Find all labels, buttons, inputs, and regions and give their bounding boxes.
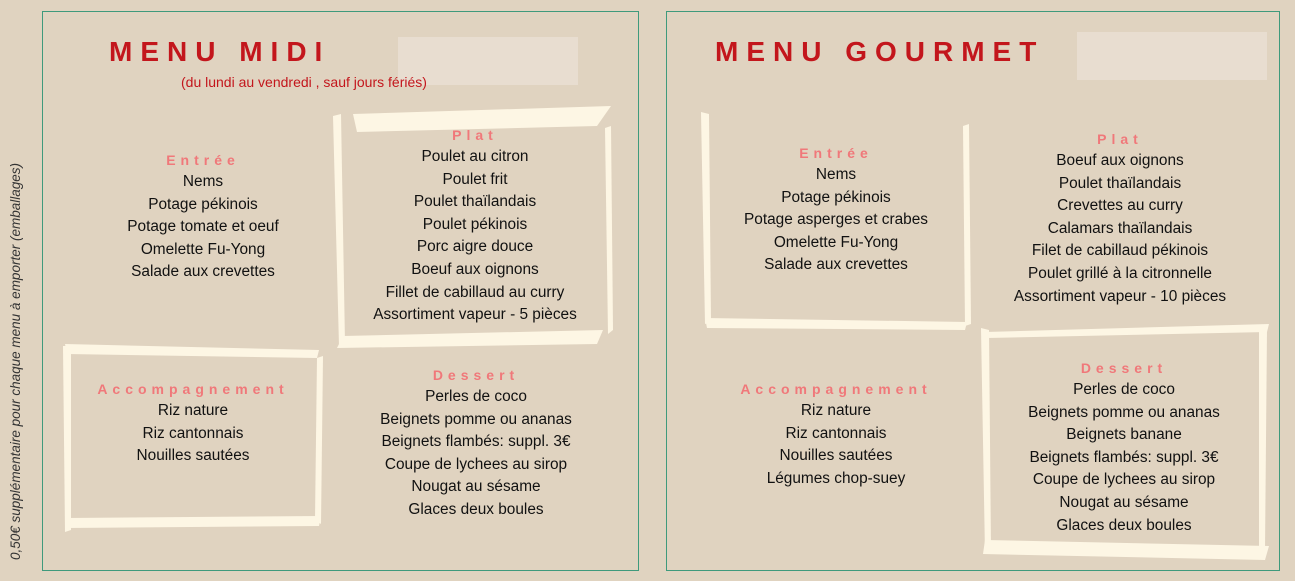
menu-item: Poulet frit: [442, 170, 508, 188]
menu-item: Glaces deux boules: [1056, 516, 1192, 534]
accompagnement-heading: Accompagnement: [97, 381, 289, 397]
entree-section: [73, 127, 333, 307]
menu-item: Riz nature: [157, 402, 229, 419]
menu-item: Salade aux crevettes: [764, 256, 908, 274]
menu-item: Poulet au citron: [421, 148, 529, 165]
menu-item: Beignets flambés: suppl. 3€: [1029, 448, 1219, 466]
menu-item: Riz cantonnais: [142, 424, 244, 442]
menu-item: Potage pékinois: [148, 195, 258, 213]
menu-item: Coupe de lychees au sirop: [384, 455, 568, 473]
menu-item: Beignets pomme ou ananas: [1028, 403, 1220, 421]
plat-section: [335, 108, 615, 348]
dessert-heading: Dessert: [432, 367, 520, 383]
entree-heading: Entrée: [166, 152, 240, 168]
menu-item: Beignets pomme ou ananas: [380, 410, 572, 428]
plat-section: [985, 124, 1255, 324]
menu-item: Calamars thaïlandais: [1047, 219, 1193, 237]
accompagnement-section: [701, 378, 971, 518]
menu-item: Nouilles sautées: [779, 447, 893, 465]
menu-item: Nouilles sautées: [136, 447, 250, 465]
accompagnement-heading: Accompagnement: [740, 381, 932, 397]
menu-item: Perles de coco: [425, 388, 527, 405]
menu-item: Riz nature: [800, 402, 872, 419]
title-highlight: [1077, 32, 1267, 80]
accompagnement-section: [61, 344, 325, 534]
plat-heading: Plat: [1097, 131, 1143, 147]
menu-item: Poulet grillé à la citronnelle: [1028, 264, 1212, 282]
menu-item: Perles de coco: [1073, 381, 1175, 398]
menu-midi-title: MENU MIDI: [109, 36, 331, 67]
menu-gourmet-title: MENU GOURMET: [715, 36, 1045, 67]
menu-item: Légumes chop-suey: [766, 469, 906, 487]
menu-item: Omelette Fu-Yong: [773, 233, 899, 251]
menu-item: Nougat au sésame: [411, 478, 541, 496]
entree-section: [701, 112, 971, 332]
menu-item: Potage asperges et crabes: [744, 211, 928, 229]
menu-item: Boeuf aux oignons: [411, 260, 539, 278]
menu-item: Poulet thaïlandais: [413, 193, 537, 211]
menu-item: Glaces deux boules: [408, 500, 544, 518]
menu-item: Fillet de cabillaud au curry: [385, 283, 565, 301]
menu-item: Filet de cabillaud pékinois: [1031, 242, 1209, 260]
dessert-heading: Dessert: [1080, 360, 1168, 376]
menu-item: Riz cantonnais: [785, 424, 887, 442]
menu-item: Salade aux crevettes: [131, 263, 275, 281]
menu-item: Nougat au sésame: [1059, 493, 1189, 511]
dessert-section: [341, 364, 611, 544]
dessert-section: [979, 324, 1269, 564]
menu-item: Poulet pékinois: [422, 215, 528, 233]
menu-item: Coupe de lychees au sirop: [1032, 471, 1216, 489]
menu-item: Nems: [815, 166, 857, 183]
menu-item: Omelette Fu-Yong: [140, 240, 266, 258]
menu-gourmet-panel: [666, 11, 1280, 571]
menu-item: Assortiment vapeur - 10 pièces: [1013, 287, 1227, 305]
menu-item: Potage tomate et oeuf: [127, 218, 279, 236]
entree-heading: Entrée: [799, 145, 873, 161]
menu-item: Crevettes au curry: [1057, 197, 1183, 215]
menu-midi-panel: [42, 11, 639, 571]
menu-item: Beignets banane: [1066, 426, 1182, 444]
menu-item: Poulet thaïlandais: [1058, 174, 1182, 192]
menu-item: Potage pékinois: [781, 188, 891, 206]
takeaway-note: 0,50€ supplémentaire pour chaque menu à emporter (emballages): [8, 163, 23, 560]
menu-item: Boeuf aux oignons: [1056, 152, 1184, 169]
menu-item: Assortiment vapeur - 5 pièces: [373, 306, 577, 324]
plat-heading: Plat: [452, 127, 498, 143]
menu-item: Beignets flambés: suppl. 3€: [381, 433, 571, 451]
menu-item: Nems: [182, 173, 224, 190]
menu-item: Porc aigre douce: [416, 238, 534, 256]
menu-midi-subtitle: (du lundi au vendredi , sauf jours fériés): [181, 74, 427, 90]
